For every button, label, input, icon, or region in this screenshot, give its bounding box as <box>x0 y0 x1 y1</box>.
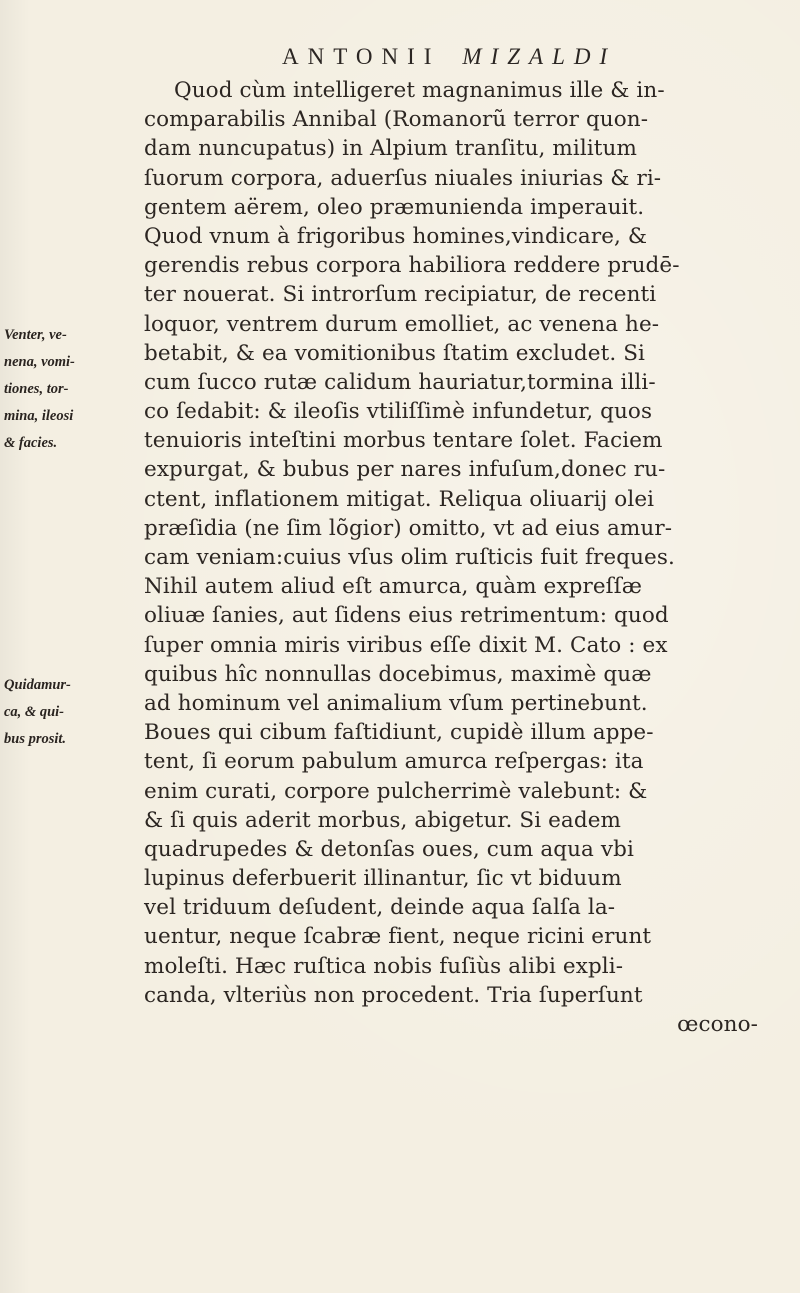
text-line: & ſi quis aderit morbus, abigetur. Si eadem <box>144 807 622 833</box>
text-line: quibus hîc nonnullas docebimus, maximè quæ <box>144 661 652 687</box>
text-line: Quod vnum à frigoribus homines,vindicare, & <box>144 223 648 249</box>
text-line: moleſti. Hæc ruſtica nobis fuſiùs alibi expli- <box>144 953 624 979</box>
marginal-note-line: mina, ileosi <box>4 408 74 424</box>
running-head-name: MIZALDI <box>462 44 617 69</box>
text-line: expurgat, & bubus per nares infuſum,donec ru- <box>144 457 666 483</box>
running-head-author: ANTONII <box>282 44 441 69</box>
text-line: loquor, ventrem durum emolliet, ac venena he- <box>144 311 660 337</box>
catchword: œcono- <box>677 1012 758 1037</box>
text-line: lupinus deferbuerit illinantur, ſic vt biduum <box>144 866 622 892</box>
text-line: tenuioris inteſtini morbus tentare ſolet. Faciem <box>144 428 663 454</box>
text-line: oliuæ ſanies, aut ſidens eius retrimentum: quod <box>144 603 669 629</box>
text-line: dam nuncupatus) in Alpium tranſitu, militum <box>144 136 637 162</box>
text-line: tent, ſi eorum pabulum amurca reſpergas: ita <box>144 749 644 775</box>
marginal-note-line: bus prosit. <box>4 731 67 747</box>
text-line: comparabilis Annibal (Romanorũ terror quon- <box>144 107 649 133</box>
marginal-note-line: Quidamur- <box>4 677 71 693</box>
marginal-note-line: nena, vomi- <box>4 354 75 370</box>
running-head <box>282 44 702 70</box>
body-text <box>144 76 772 1039</box>
text-line: cum ſucco rutæ calidum hauriatur,tormina illi- <box>144 369 656 395</box>
marginal-note-amurca <box>4 672 134 753</box>
marginal-note-line: ca, & qui- <box>4 704 65 720</box>
text-line: ter nouerat. Si introrſum recipiatur, de recenti <box>144 282 657 308</box>
text-line: quadrupedes & detonſas oues, cum aqua vbi <box>144 836 634 862</box>
text-line: gerendis rebus corpora habiliora reddere prudē- <box>144 253 680 279</box>
text-line: uentur, neque ſcabræ fient, neque ricini erunt <box>144 924 652 950</box>
text-line: betabit, & ea vomitionibus ſtatim excludet. Si <box>144 340 646 366</box>
text-line: præſidia (ne ſim lõgior) omitto, vt ad eius amur- <box>144 515 673 541</box>
marginal-note-line: & facies. <box>4 435 58 451</box>
text-line: cam veniam:cuius vſus olim ruſticis fuit freques. <box>144 545 675 570</box>
text-line: vel triduum deſudent, deinde aqua ſalſa la- <box>144 895 616 921</box>
text-line: canda, vlteriùs non procedent. Tria ſuperſunt <box>144 982 643 1008</box>
marginal-note-line: Venter, ve- <box>4 327 67 343</box>
text-line: enim curati, corpore pulcherrimè valebunt: & <box>144 778 648 804</box>
text-line: Nihil autem aliud eſt amurca, quàm expreſſæ <box>144 574 643 600</box>
marginal-note-venter <box>4 322 134 457</box>
text-line: ſuper omnia miris viribus eſſe dixit M. Cato : ex <box>144 632 668 658</box>
marginal-note-line: tiones, tor- <box>4 381 69 397</box>
text-line: ctent, inflationem mitigat. Reliqua oliuarij olei <box>144 486 655 512</box>
text-line: ad hominum vel animalium vſum pertinebunt. <box>144 690 648 716</box>
text-line: gentem aërem, oleo præmunienda imperauit. <box>144 194 645 220</box>
text-line: co ſedabit: & ileoſis vtiliſſimè infundetur, quos <box>144 399 653 425</box>
text-line: Quod cùm intelligeret magnanimus ille & in- <box>174 78 665 103</box>
text-line: ſuorum corpora, aduerſus niuales iniurias & ri- <box>144 165 662 191</box>
text-line: Boues qui cibum faſtidiunt, cupidè illum appe- <box>144 720 654 746</box>
